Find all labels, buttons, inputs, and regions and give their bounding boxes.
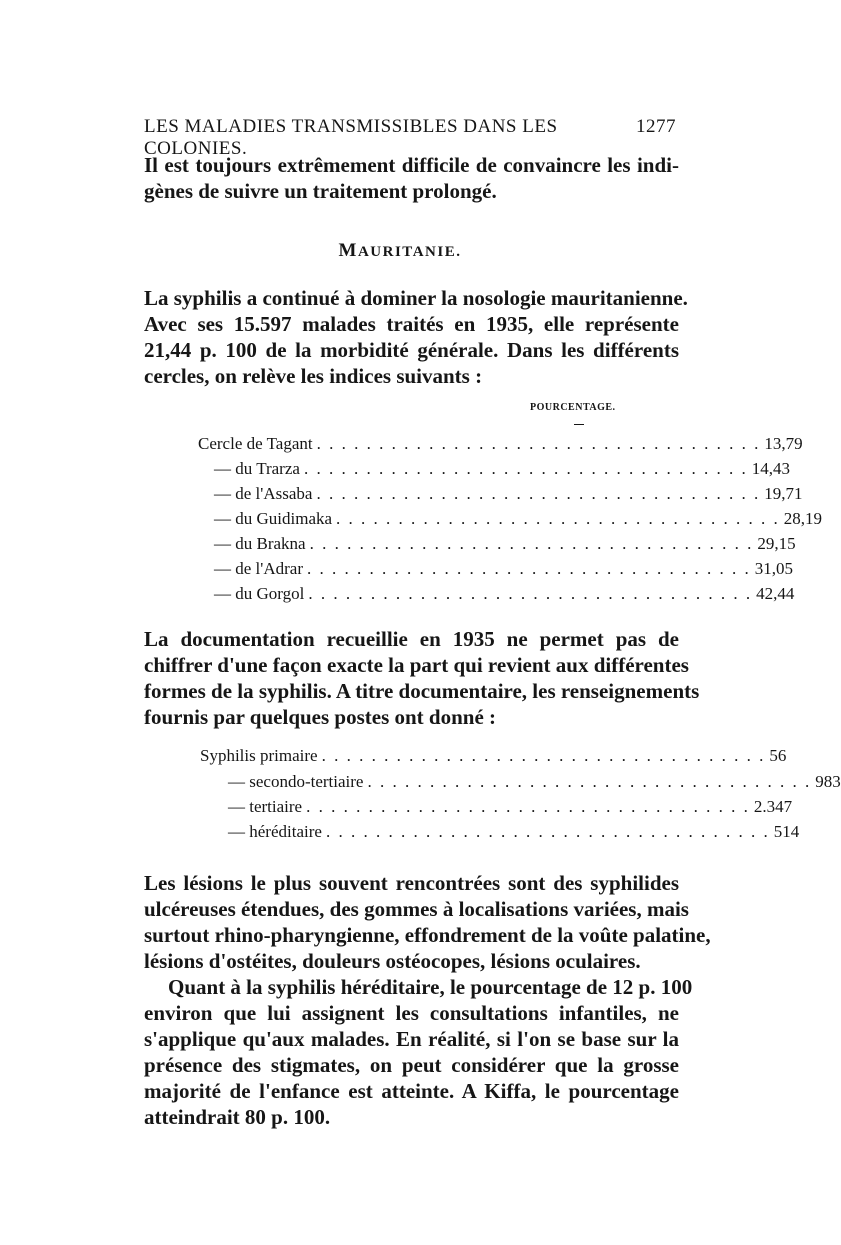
running-title: LES MALADIES TRANSMISSIBLES DANS LES COLONIES.: [144, 116, 558, 159]
leader-dots: . . . . . . . . . . . . . . . . . . . . . . . . . . . . . . . . . . . .: [303, 459, 748, 478]
leader-dots: . . . . . . . . . . . . . . . . . . . . . . . . . . . . . . . . . . . .: [321, 746, 766, 765]
leader-dots: . . . . . . . . . . . . . . . . . . . . . . . . . . . . . . . . . . . .: [308, 584, 753, 603]
table-row: [214, 534, 796, 554]
row-label: — de l'Adrar: [214, 559, 303, 578]
row-value: 56: [769, 746, 787, 765]
column-header-rule: [574, 424, 584, 425]
row-value: 29,15: [757, 534, 796, 553]
row-label: — de l'Assaba: [214, 484, 313, 503]
text-line: La documentation recueillie en 1935 ne permet pas de: [144, 627, 679, 651]
text-line: 21,44 p. 100 de la morbidité générale. Dans les différents: [144, 338, 679, 362]
row-value: 2.347: [753, 797, 793, 816]
table-row: [198, 434, 803, 454]
table-row: [200, 746, 787, 766]
paragraph-4: [144, 974, 693, 1130]
table-row: [214, 459, 790, 479]
row-value: 42,44: [756, 584, 795, 603]
leader-dots: . . . . . . . . . . . . . . . . . . . . . . . . . . . . . . . . . . . .: [336, 509, 780, 528]
row-label: — secondo-tertiaire: [228, 772, 364, 791]
leader-dots: . . . . . . . . . . . . . . . . . . . . . . . . . . . . . . . . . . . .: [306, 797, 750, 816]
column-header: POURCENTAGE.: [530, 402, 616, 413]
table-row: [228, 772, 841, 792]
paragraph-3: [144, 870, 711, 974]
table-row: [214, 509, 823, 529]
row-label: — du Gorgol: [214, 584, 305, 603]
row-value: 19,71: [764, 484, 803, 503]
leader-dots: . . . . . . . . . . . . . . . . . . . . . . . . . . . . . . . . . . . .: [325, 822, 770, 841]
row-value: 14,43: [751, 459, 790, 478]
intro-paragraph: [144, 152, 679, 204]
text-line: cercles, on relève les indices suivants :: [144, 364, 483, 388]
page-number: 1277: [636, 116, 676, 137]
row-label: — du Guidimaka: [214, 509, 333, 528]
row-label: — héréditaire: [228, 822, 322, 841]
row-value: 514: [773, 822, 800, 841]
row-value: 28,19: [783, 509, 823, 528]
paragraph-1: [144, 285, 688, 389]
text-line: lésions d'ostéites, douleurs ostéocopes, lésions oculaires.: [144, 949, 641, 973]
paragraph-2: [144, 626, 700, 730]
text-line: surtout rhino-pharyngienne, effondrement de la voûte palatine,: [144, 923, 711, 947]
text-line: Les lésions le plus souvent rencontrées sont des syphilides: [144, 871, 679, 895]
text-line: ulcéreuses étendues, des gommes à localisations variées, mais: [144, 897, 689, 921]
text-line: formes de la syphilis. A titre documentaire, les renseignements: [144, 679, 700, 703]
leader-dots: . . . . . . . . . . . . . . . . . . . . . . . . . . . . . . . . . . . .: [306, 559, 751, 578]
table-row: [228, 797, 793, 817]
text-line: Quant à la syphilis héréditaire, le pourcentage de 12 p. 100: [168, 975, 693, 999]
table-row: [214, 484, 803, 504]
text-line: Avec ses 15.597 malades traités en 1935, elle représente: [144, 312, 679, 336]
row-label: Cercle de Tagant: [198, 434, 313, 453]
text-line: La syphilis a continué à dominer la nosologie mauritanienne.: [144, 286, 688, 310]
section-heading: [0, 240, 800, 262]
leader-dots: . . . . . . . . . . . . . . . . . . . . . . . . . . . . . . . . . . . .: [309, 534, 754, 553]
text-line: fournis par quelques postes ont donné :: [144, 705, 497, 729]
row-label: — tertiaire: [228, 797, 303, 816]
text-line: présence des stigmates, on peut considérer que la grosse: [144, 1053, 679, 1077]
row-label: — du Brakna: [214, 534, 306, 553]
text-line: majorité de l'enfance est atteinte. A Kiffa, le pourcentage: [144, 1079, 679, 1103]
row-value: 31,05: [754, 559, 793, 578]
text-line: s'applique qu'aux malades. En réalité, si l'on se base sur la: [144, 1027, 679, 1051]
text-line: environ que lui assignent les consultations infantiles, ne: [144, 1001, 679, 1025]
text-line: chiffrer d'une façon exacte la part qui revient aux différentes: [144, 653, 689, 677]
text-line: gènes de suivre un traitement prolongé.: [144, 179, 497, 203]
table-row: [214, 559, 793, 579]
leader-dots: . . . . . . . . . . . . . . . . . . . . . . . . . . . . . . . . . . . .: [367, 772, 812, 791]
section-heading-initial: M: [338, 240, 358, 261]
table-row: [214, 584, 795, 604]
leader-dots: . . . . . . . . . . . . . . . . . . . . . . . . . . . . . . . . . . . .: [316, 484, 761, 503]
row-label: Syphilis primaire: [200, 746, 318, 765]
section-heading-rest: AURITANIE.: [357, 244, 462, 260]
row-label: — du Trarza: [214, 459, 300, 478]
row-value: 983: [815, 772, 841, 791]
text-line: Il est toujours extrêmement difficile de convaincre les indi-: [144, 153, 679, 177]
row-value: 13,79: [764, 434, 803, 453]
table-row: [228, 822, 800, 842]
text-line: atteindrait 80 p. 100.: [144, 1105, 331, 1129]
leader-dots: . . . . . . . . . . . . . . . . . . . . . . . . . . . . . . . . . . . .: [316, 434, 761, 453]
